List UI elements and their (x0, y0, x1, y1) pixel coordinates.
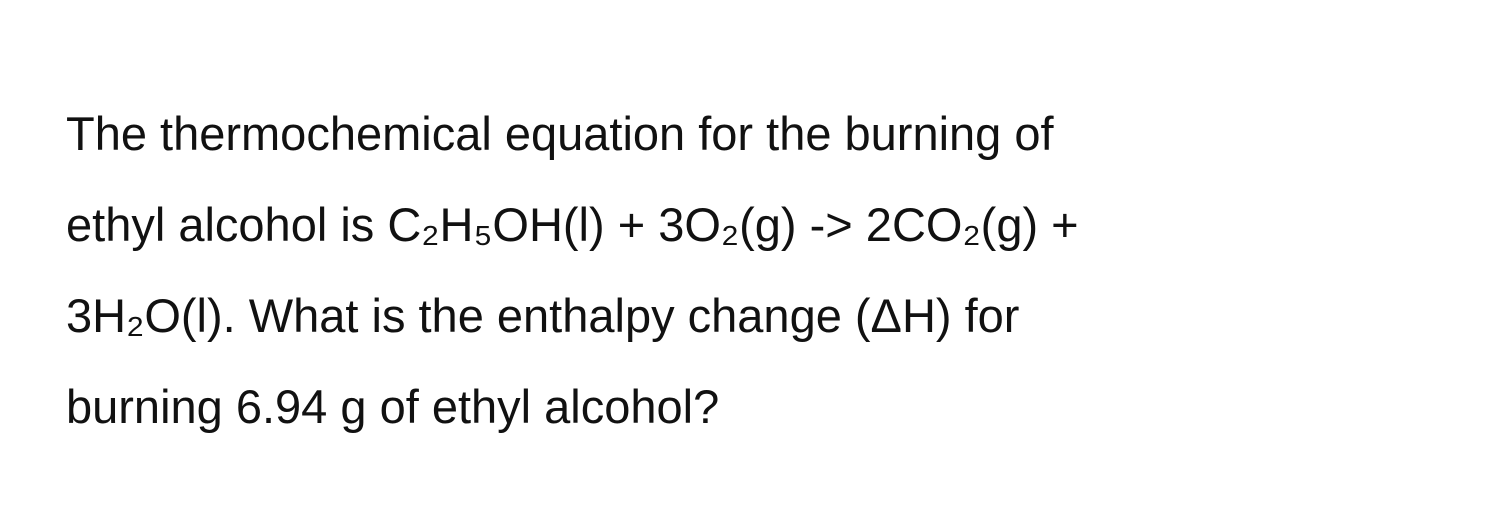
question-text (66, 88, 1466, 452)
question-line-4: burning 6.94 g of ethyl alcohol? (66, 380, 720, 433)
question-line-1: The thermochemical equation for the burning of (66, 107, 1054, 160)
question-line-3: 3H₂O(l). What is the enthalpy change (ΔH) for (66, 289, 1020, 342)
question-line-2: ethyl alcohol is C₂H₅OH(l) + 3O₂(g) -> 2CO₂(g) + (66, 198, 1079, 251)
